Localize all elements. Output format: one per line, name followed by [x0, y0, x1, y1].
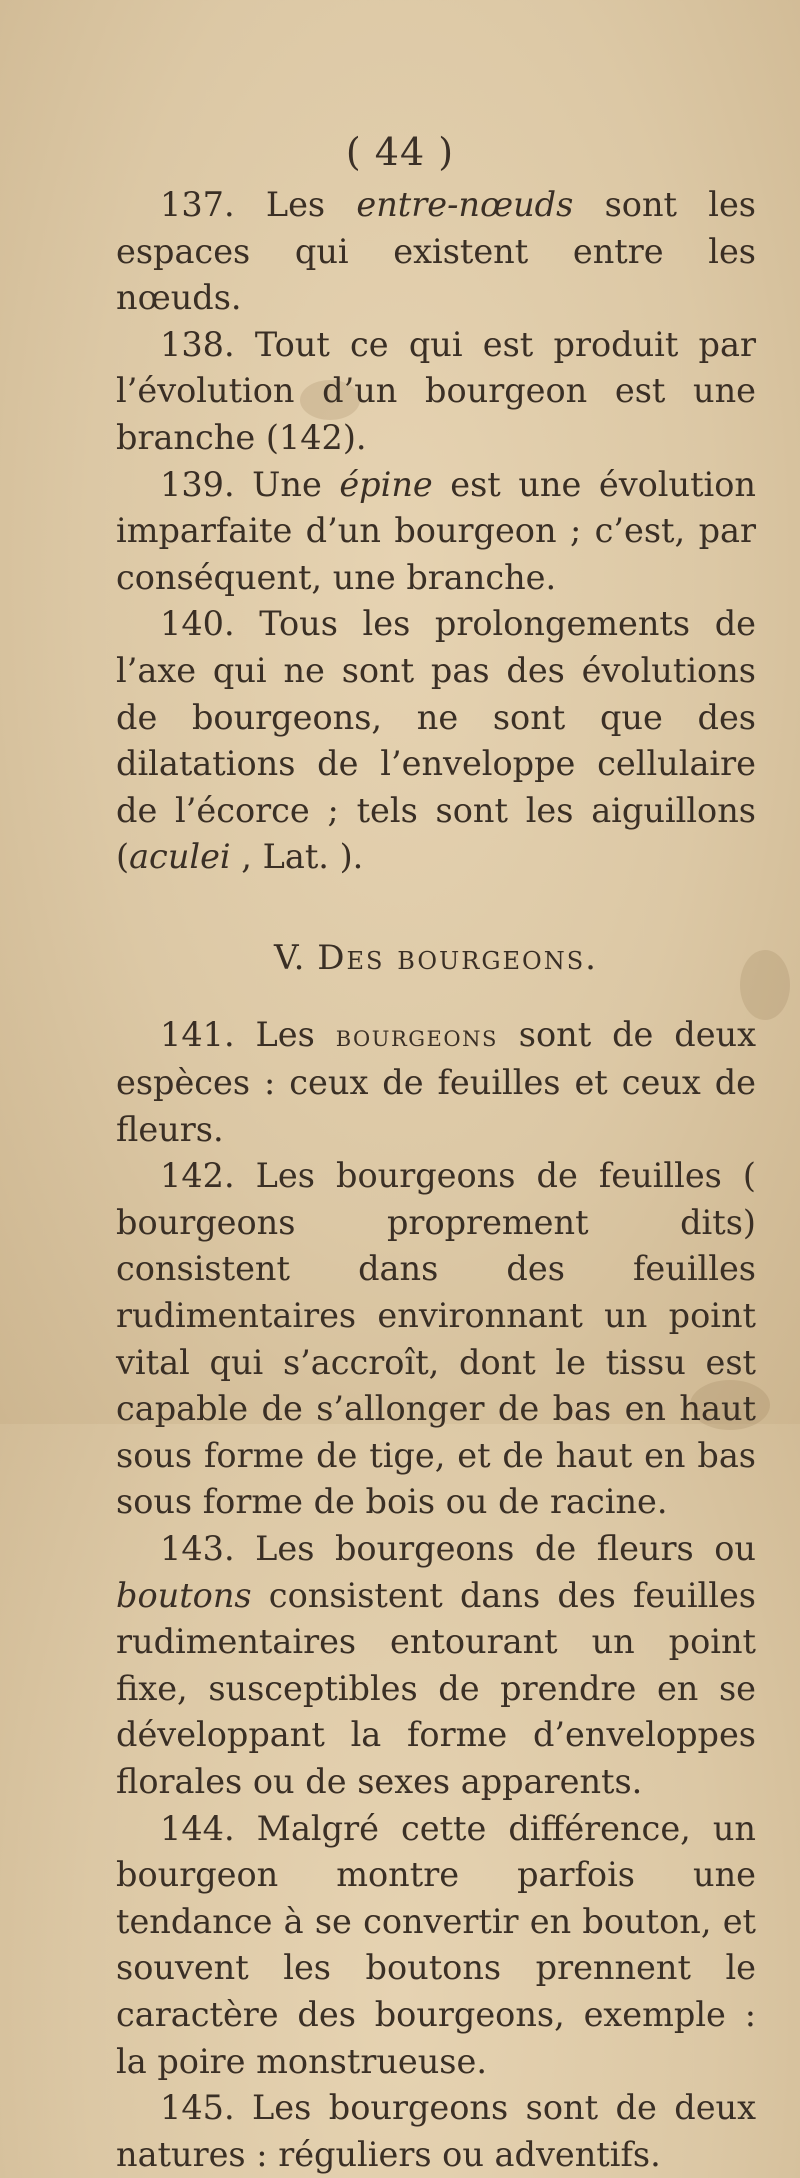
section-title: Des bourgeons. [317, 937, 598, 978]
body-text [116, 182, 756, 2178]
paragraph-text: sont de deux espèces : ceux de feuilles et ceux de fleurs. [116, 1014, 757, 1149]
italic-term: aculei [129, 837, 231, 877]
paragraph-number: 137. [160, 185, 235, 224]
section-heading [116, 935, 756, 982]
paragraph-number: 138. [160, 324, 235, 364]
italic-term: entre-nœuds [356, 185, 574, 224]
paragraph-number: 141. [160, 1014, 235, 1054]
paragraph-text: consistent dans des feuilles rudimentaires entourant un point fixe, susceptibles de prendre en se développant la forme d’enveloppes florales ou de sexes apparents. [116, 1575, 756, 1801]
paragraph-142 [116, 1153, 756, 1526]
italic-term: boutons [116, 1575, 252, 1615]
paragraph-144 [116, 1806, 756, 2086]
paragraph-text: Les bourgeons sont de deux natures : réguliers ou adventifs. [116, 2088, 756, 2174]
italic-term: épine [339, 464, 433, 504]
paragraph-139 [116, 462, 756, 602]
section-numeral: V. [274, 937, 306, 978]
paragraph-text: Les bourgeons de fleurs ou [234, 1529, 756, 1569]
small-caps-term: bourgeons [335, 1018, 498, 1054]
paragraph-text: Tous les prolongements de l’axe qui ne sont pas des évolutions de bourgeons, ne sont que des dilatations de l’enveloppe cellulaire de l’écorce ; tels sont les aiguillons ( [116, 604, 756, 877]
paragraph-number: 145. [160, 2088, 235, 2128]
paragraph-number: 144. [160, 1808, 235, 1848]
paragraph-145 [116, 2085, 756, 2178]
page-number: ( 44 ) [345, 130, 455, 174]
paragraph-143 [116, 1526, 756, 1806]
paragraph-141 [116, 1012, 756, 1154]
paragraph-text: sont les espaces qui existent entre les nœuds. [116, 185, 756, 318]
paragraph-text: Malgré cette différence, un bourgeon montre parfois une tendance à se convertir en bouton, et souvent les boutons prennent le caractère des bourgeons, exemple : la poire monstrueuse. [116, 1808, 756, 2081]
paragraph-140 [116, 601, 756, 881]
paragraph-138 [116, 322, 756, 462]
paragraph-text: Tout ce qui est produit par l’évolution d’un bourgeon est une branche (142). [116, 324, 756, 457]
paragraph-number: 140. [160, 604, 235, 644]
paragraph-text: Les bourgeons de feuilles ( bourgeons proprement dits) consistent dans des feuilles rudimentaires environnant un point vital qui s’accroît, dont le tissu est capable de s’allonger de bas en haut sous forme de tige, et de haut en bas sous forme de bois ou de racine. [116, 1156, 756, 1522]
paragraph-number: 142. [160, 1156, 235, 1196]
paragraph-text: Les [234, 185, 357, 224]
paragraph-137 [116, 182, 756, 322]
paragraph-text: Une [234, 464, 340, 504]
paragraph-text: Les [234, 1014, 336, 1054]
paragraph-number: 139. [160, 464, 235, 504]
paragraph-text: est une évolution imparfaite d’un bourgeon ; c’est, par conséquent, une branche. [116, 464, 756, 597]
paragraph-number: 143. [160, 1529, 235, 1569]
paragraph-text: , Lat. ). [230, 837, 364, 877]
